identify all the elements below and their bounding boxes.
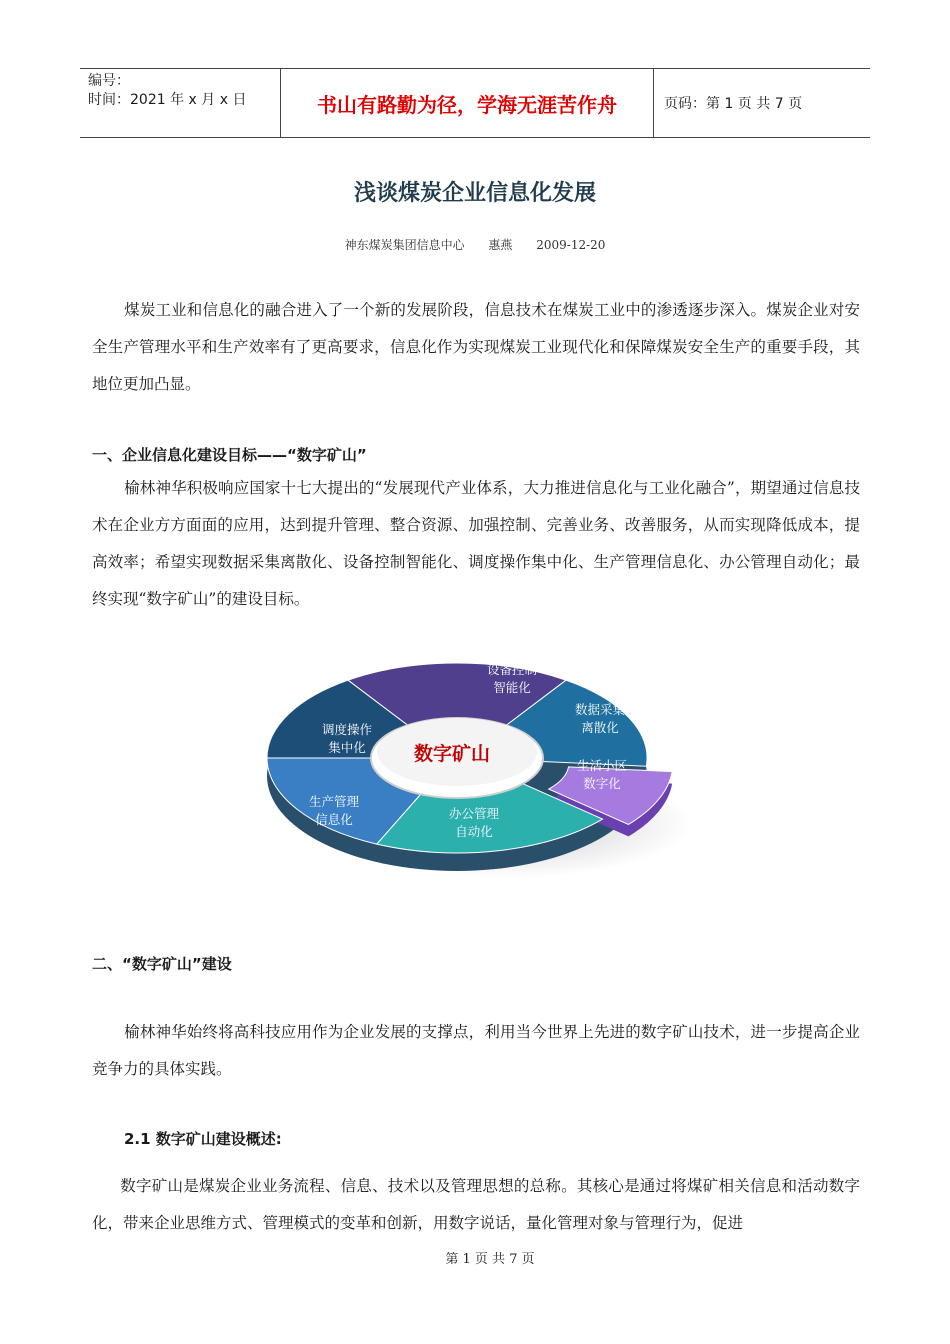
byline-org: 神东煤炭集团信息中心 <box>344 238 465 252</box>
section2-heading: 二、“数字矿山”建设 <box>92 955 232 973</box>
ring-segment-label: 办公管理 <box>448 806 500 821</box>
time-label: 时间：2021 年 x 月 x 日 <box>88 92 247 108</box>
section1-text: 榆林神华积极响应国家十七大提出的“发展现代产业体系，大力推进信息化与工业化融合”，期望通过信息技术在企业方方面面的应用，达到提升管理、整合资源、加强控制、完善业务、改善服务，从而实现降低成本，提高效率；希望实现数据采集离散化、设备控制智能化、调度操作集中化、生产管理信息化、办公管理自动化；最终实现“数字矿山”的建设目标。 <box>92 479 860 608</box>
section21-text: 数字矿山是煤炭企业业务流程、信息、技术以及管理思想的总称。其核心是通过将煤矿相关信息和活动数字化，带来企业思维方式、管理模式的变革和创新，用数字说话，量化管理对象与管理行为，促进 <box>92 1177 860 1232</box>
section21-heading: 2.1 数字矿山建设概述: <box>124 1130 282 1148</box>
page-footer: 第 1 页 共 7 页 <box>445 1252 535 1267</box>
ring-segment-label: 生产管理 <box>308 794 360 809</box>
ring-segment-label: 离散化 <box>581 720 619 735</box>
section21-paragraph <box>92 1168 860 1242</box>
header-page-label: 页码：第 1 页 共 7 页 <box>664 96 803 112</box>
byline-author: 惠燕 <box>488 238 513 252</box>
ring-segment-label: 调度操作 <box>321 722 373 737</box>
header-table <box>80 68 870 138</box>
ring-segment-label: 生活小区 <box>576 758 628 773</box>
ring-segment-label: 设备控制 <box>486 662 538 677</box>
digital-mine-diagram <box>262 648 694 888</box>
document-title: 浅谈煤炭企业信息化发展 <box>353 181 596 206</box>
ring-segment-label: 自动化 <box>455 824 493 839</box>
byline-date: 2009-12-20 <box>536 238 606 252</box>
intro-paragraph <box>92 292 860 403</box>
number-label: 编号： <box>88 73 130 89</box>
diagram-center-label: 数字矿山 <box>413 743 491 765</box>
ring-segment-label: 数据采集 <box>574 702 626 717</box>
section2-text: 榆林神华始终将高科技应用作为企业发展的支撑点，利用当今世界上先进的数字矿山技术，进一步提高企业竞争力的具体实践。 <box>92 1023 860 1078</box>
ring-segment-label: 数字化 <box>583 776 621 791</box>
ring-segment-label: 智能化 <box>493 680 531 695</box>
header-motto: 书山有路勤为径，学海无涯苦作舟 <box>280 69 654 137</box>
section1-heading: 一、企业信息化建设目标——“数字矿山” <box>92 446 367 464</box>
ring-segment-label: 集中化 <box>328 740 366 755</box>
section2-paragraph <box>92 1014 860 1088</box>
section1-paragraph <box>92 470 860 618</box>
header-info-cell <box>80 69 280 137</box>
ring-segment-label: 信息化 <box>315 812 353 827</box>
intro-text: 煤炭工业和信息化的融合进入了一个新的发展阶段，信息技术在煤炭工业中的渗透逐步深入。煤炭企业对安全生产管理水平和生产效率有了更高要求，信息化作为实现煤炭工业现代化和保障煤炭安全生产的重要手段，其地位更加凸显。 <box>92 301 860 393</box>
byline <box>0 236 950 253</box>
